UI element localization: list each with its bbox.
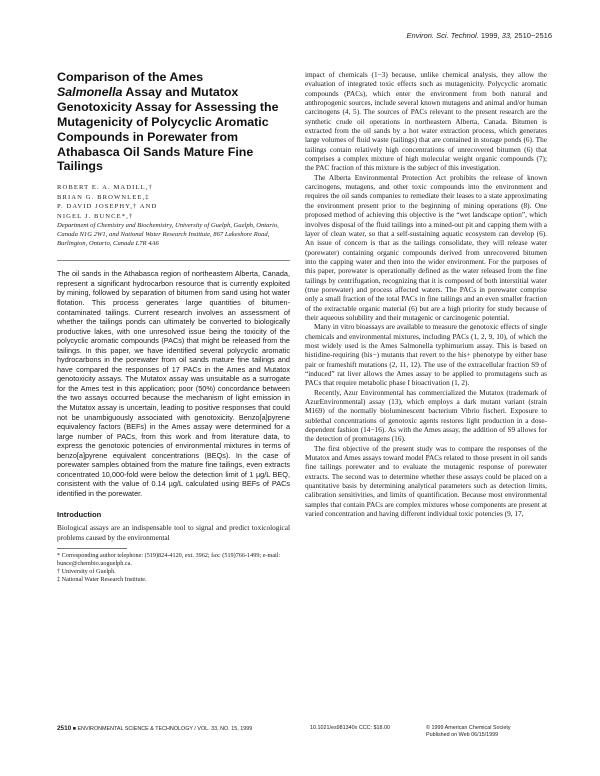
footer-published: Published on Web 06/15/1999 (426, 732, 499, 738)
citation-year: 1999, (478, 31, 502, 40)
footer-doi: 10.1021/es981340x CCC: $18.00 (310, 725, 391, 731)
footnote-guelph: † University of Guelph. (57, 568, 116, 576)
journal-name: Environ. Sci. Technol. (406, 31, 479, 40)
left-column (57, 70, 290, 584)
title-italic-word: Salmonella (57, 84, 123, 99)
body-paragraph-1: impact of chemicals (1−3) because, unlike chemical analysis, they allow the evaluation of integrated toxic effects such as mutagenicity. Polycyclic aromatic compounds (PACs), which enter the environment from both natural and anthropogenic sources, include several known mutagens and animal and/or human carcinogens (4, 5). The sources of PACs relevant to the present research are the synthetic crude oil operations in northeastern Alberta, Canada. Bitumen is extracted from the oil sands by a hot water extraction process, which generates large volumes of fluid waste (tailings) that are contained in storage ponds (6). The tailings contain relatively high concentrations of unrecovered bitumen (6) that comprises a complex mixture of high molecular weight organic compounds (7); the PAC fraction of this mixture is the subject of this investigation. (305, 70, 547, 173)
page-number: 2510 (57, 725, 72, 732)
footer-publisher (426, 725, 511, 739)
abstract: The oil sands in the Athabasca region of northeastern Alberta, Canada, represent a significant hydrocarbon resource that is currently exploited by mining, followed by separation of bitumen from sand using hot water flotation. This process generates large quantities of bitumen-contaminated tailings. Current research involves an assessment of whether the tailings ponds can ultimately be converted to biologically productive lakes, with one unresolved issue being the toxicity of the polycyclic aromatic compounds (PACs) that might be released from the tailings. In this paper, we have identified several polycyclic aromatic hydrocarbons in the porewater from oil sands mature fine tailings and have compared the responses of 17 PACs in the Ames and Mutatox genotoxicity assays. The Mutatox assay was unsuitable as a surrogate for the Ames test in this application; poor (50%) concordance between the two assays occurred because the mechanism of light emission in the Mutatox assay is uncertain, leading to positive responses that could not be unambiguously associated with genotoxicity. Benzo[a]pyrene equivalency factors (BEFs) in the Ames assay were determined for a large number of PACs, from this work and from literature data, to express the genotoxic potencies of environmental mixtures in terms of benzo[a]pyrene equivalent concentrations (BEQs). In the case of porewater samples obtained from the mature fine tailings, even extracts concentrated 10,000-fold were below the detection limit of 1 µg/L BEQ, consistent with the value of 0.14 µg/L calculated using BEFs of PACs identified in the porewater. (57, 269, 290, 498)
body-paragraph-4: Recently, Azur Environmental has commercialized the Mutatox (trademark of AzurEnvironmental) assay (13), which employs a dark mutant variant (strain M169) of the normally bioluminescent bacterium Vibrio fischeri. Exposure to sublethal concentrations of genotoxic agents restores light production in a dose-dependent fashion (14−16). As with the Ames assay, the addition of S9 allows for the detection of promutagens (16). (305, 387, 547, 444)
body-paragraph-2: The Alberta Environmental Protection Act prohibits the release of known carcinogens, mutagens, and other toxic compounds into the environment and requires the oil sands companies to remediate their leases to a state approximating the environment present prior to the beginning of mining operations (8). One proposed method of achieving this objective is the “wet landscape option”, which involves disposal of the fluid tailings into a mined-out pit and capping them with a layer of clean water, so that a self-sustaining aquatic ecosystem can develop (6). An issue of concern is that as the tailings consolidate, they will release water (porewater) containing organic compounds derived from unrecovered bitumen into the capping water and then into the wider environment. For the purposes of this paper, porewater is operationally defined as the water released from the fine tailings by centrifugation, recognizing that it is composed of both interstitial water (true porewater) and process affected waters. The PACs in porewater comprise only a small fraction of the total PACs in fine tailings and an even smaller fraction of the extractable organic material (6) but are a high priority for study because of their aqueous solubility and their mutagenic or carcinogenic potential. (305, 172, 547, 322)
affiliation: Department of Chemistry and Biochemistry, University of Guelph, Guelph, Ontario, Canada N1G 2W1, and National Water Research Institute, 867 Lakeshore Road, Burlington, Ontario, Canada L7R 4A6 (57, 221, 279, 247)
body-paragraph-5: The first objective of the present study was to compare the responses of the Mutatox and Ames assays toward model PACs related to those present in oil sands fine tailings porewater and to evaluate the mutagenic response of porewater extracts. The second was to determine whether these assays could be placed on a quantitative basis by determining analytical parameters such as detection limits, calibration sensitivities, and limits of quantification. Because most environmental samples that contain PACs are complex mixtures whose components are present at varied concentration and having different individual toxic potencies (9, 17, (305, 443, 547, 519)
citation-volume: 33, (501, 31, 513, 40)
footer-copyright: © 1999 American Chemical Society (426, 725, 511, 731)
author-1: ROBERT E. A. MADILL,† (57, 184, 153, 192)
running-header (0, 31, 552, 40)
author-2: BRIAN G. BROWNLEE,‡ (57, 193, 150, 201)
page-footer (57, 725, 547, 738)
title-line-1: Comparison of the Ames (57, 70, 204, 84)
body-paragraph-3: Many in vitro bioassays are available to measure the genotoxic effects of single chemicals and environmental mixtures, including PACs (1, 2, 9, 10), of which the most widely used is the Ames Salmonella typhimurium assay. This is based on histidine-requiring (his−) mutants that revert to the his+ phenotype by either base pair or frameshift mutations (2, 11, 12). The use of the extracellular fraction S9 of “induced” rat liver allows the Ames assay to be applied to promutagens such as PACs that require metabolic phase I bioactivation (1, 2). (305, 322, 547, 388)
footnote-nwri: ‡ National Water Research Institute. (57, 576, 147, 584)
section-divider (57, 260, 290, 261)
introduction-text: Biological assays are an indispensable tool to signal and predict toxicological problems caused by the environmental (57, 523, 290, 542)
introduction-heading: Introduction (57, 510, 102, 520)
author-3: P. DAVID JOSEPHY,† AND (57, 203, 158, 211)
author-list (57, 183, 290, 221)
citation-pages: 2510−2516 (512, 31, 552, 40)
title-rest: Assay and Mutatox Genotoxicity Assay for Assessing the Mutagenicity of Polycyclic Aromatic Compounds in Porewater from Athabasca Oil Sands Mature Fine Tailings (57, 84, 279, 174)
article-title (57, 70, 290, 174)
footer-journal: ■ ENVIRONMENTAL SCIENCE & TECHNOLOGY / VOL. 33, NO. 15, 1999 (71, 726, 253, 732)
footnote-divider (57, 548, 127, 549)
footnote-corresponding: * Corresponding author telephone: (519)824-4120, ext. 3962; fax: (519)766-1499; e-mail: bunce@chembio.uoguelph.ca. (57, 552, 281, 568)
right-column (305, 70, 547, 519)
author-4: NIGEL J. BUNCE*,† (57, 212, 134, 220)
